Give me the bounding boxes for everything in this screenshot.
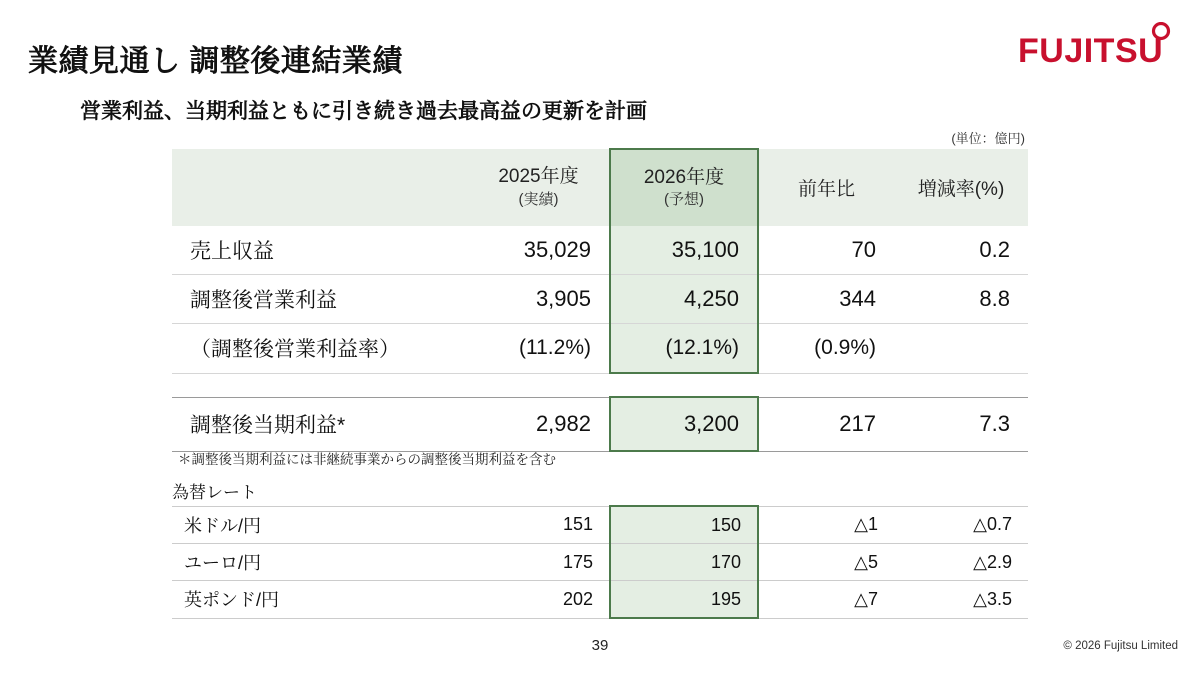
- spacer-cell: [610, 373, 758, 397]
- fx-cell-yoy: △5: [758, 544, 894, 581]
- fx-cell-pct: △0.7: [894, 506, 1028, 544]
- fx-row: [172, 506, 1028, 544]
- row-label: 調整後当期利益*: [172, 397, 468, 451]
- fx-row: [172, 544, 1028, 581]
- cell-pct: 0.2: [894, 226, 1028, 275]
- header-fy2026-sub: (予想): [664, 191, 704, 209]
- table-row: [172, 324, 1028, 374]
- fx-label: 英ポンド/円: [172, 581, 468, 619]
- spacer-cell: [758, 373, 894, 397]
- cell-pct: [894, 324, 1028, 374]
- cell-fy2025: 35,029: [468, 226, 610, 275]
- cell-fy2026: 4,250: [610, 275, 758, 324]
- fx-cell-pct: △3.5: [894, 581, 1028, 619]
- header-fy2025-sub: (実績): [518, 190, 559, 208]
- spacer-cell: [894, 373, 1028, 397]
- fx-cell-yoy: △7: [758, 581, 894, 619]
- table-row-profit: [172, 397, 1028, 451]
- header-yoy: 前年比: [758, 149, 894, 226]
- spacer-cell: [468, 373, 610, 397]
- header-fy2026: [610, 149, 758, 226]
- cell-yoy: (0.9%): [758, 324, 894, 374]
- cell-fy2025: 3,905: [468, 275, 610, 324]
- fx-cell-fy2026: 170: [610, 544, 758, 581]
- row-label: 売上収益: [172, 226, 468, 275]
- cell-fy2025: 2,982: [468, 397, 610, 451]
- cell-yoy: 70: [758, 226, 894, 275]
- header-fy2026-main: 2026年度: [643, 166, 725, 188]
- cell-fy2025: (11.2%): [468, 324, 610, 374]
- row-label: （調整後営業利益率）: [172, 324, 468, 374]
- footnote: ＊調整後当期利益には非継続事業からの調整後当期利益を含む: [178, 452, 556, 467]
- cell-fy2026: 35,100: [610, 226, 758, 275]
- cell-pct: 8.8: [894, 275, 1028, 324]
- table-header-row: [172, 149, 1028, 226]
- fx-cell-fy2025: 202: [468, 581, 610, 619]
- fx-cell-pct: △2.9: [894, 544, 1028, 581]
- fx-cell-fy2026: 150: [610, 506, 758, 544]
- fx-cell-fy2025: 175: [468, 544, 610, 581]
- spacer-cell: [172, 373, 468, 397]
- svg-text:FUJITSU: FUJITSU: [1018, 32, 1164, 68]
- fx-label: 米ドル/円: [172, 506, 468, 544]
- fx-cell-yoy: △1: [758, 506, 894, 544]
- header-blank: [172, 149, 468, 226]
- fx-cell-fy2026: 195: [610, 581, 758, 619]
- page-number: 39: [591, 637, 609, 654]
- fx-rate-title: 為替レート: [172, 483, 257, 502]
- table-spacer: [172, 373, 1028, 397]
- row-label: 調整後営業利益: [172, 275, 468, 324]
- header-pct: 増減率(%): [894, 149, 1028, 226]
- unit-note: (単位：億円): [951, 131, 1025, 146]
- table-row: [172, 226, 1028, 275]
- cell-fy2026: (12.1%): [610, 324, 758, 374]
- header-fy2025-main: 2025年度: [498, 166, 579, 188]
- results-table: [172, 148, 1028, 452]
- slide-subtitle: 営業利益、当期利益ともに引き続き過去最高益の更新を計画: [80, 100, 647, 123]
- table-row: [172, 275, 1028, 324]
- cell-fy2026: 3,200: [610, 397, 758, 451]
- copyright-notice: © 2026 Fujitsu Limited: [1063, 640, 1178, 652]
- page-title: 業績見通し 調整後連結業績: [28, 45, 403, 78]
- cell-yoy: 217: [758, 397, 894, 451]
- cell-yoy: 344: [758, 275, 894, 324]
- fx-row: [172, 581, 1028, 619]
- fx-label: ユーロ/円: [172, 544, 468, 581]
- fx-cell-fy2025: 151: [468, 506, 610, 544]
- fujitsu-logo: [1018, 22, 1178, 68]
- fx-rate-table: [172, 505, 1028, 619]
- cell-pct: 7.3: [894, 397, 1028, 451]
- header-fy2025: [468, 149, 610, 226]
